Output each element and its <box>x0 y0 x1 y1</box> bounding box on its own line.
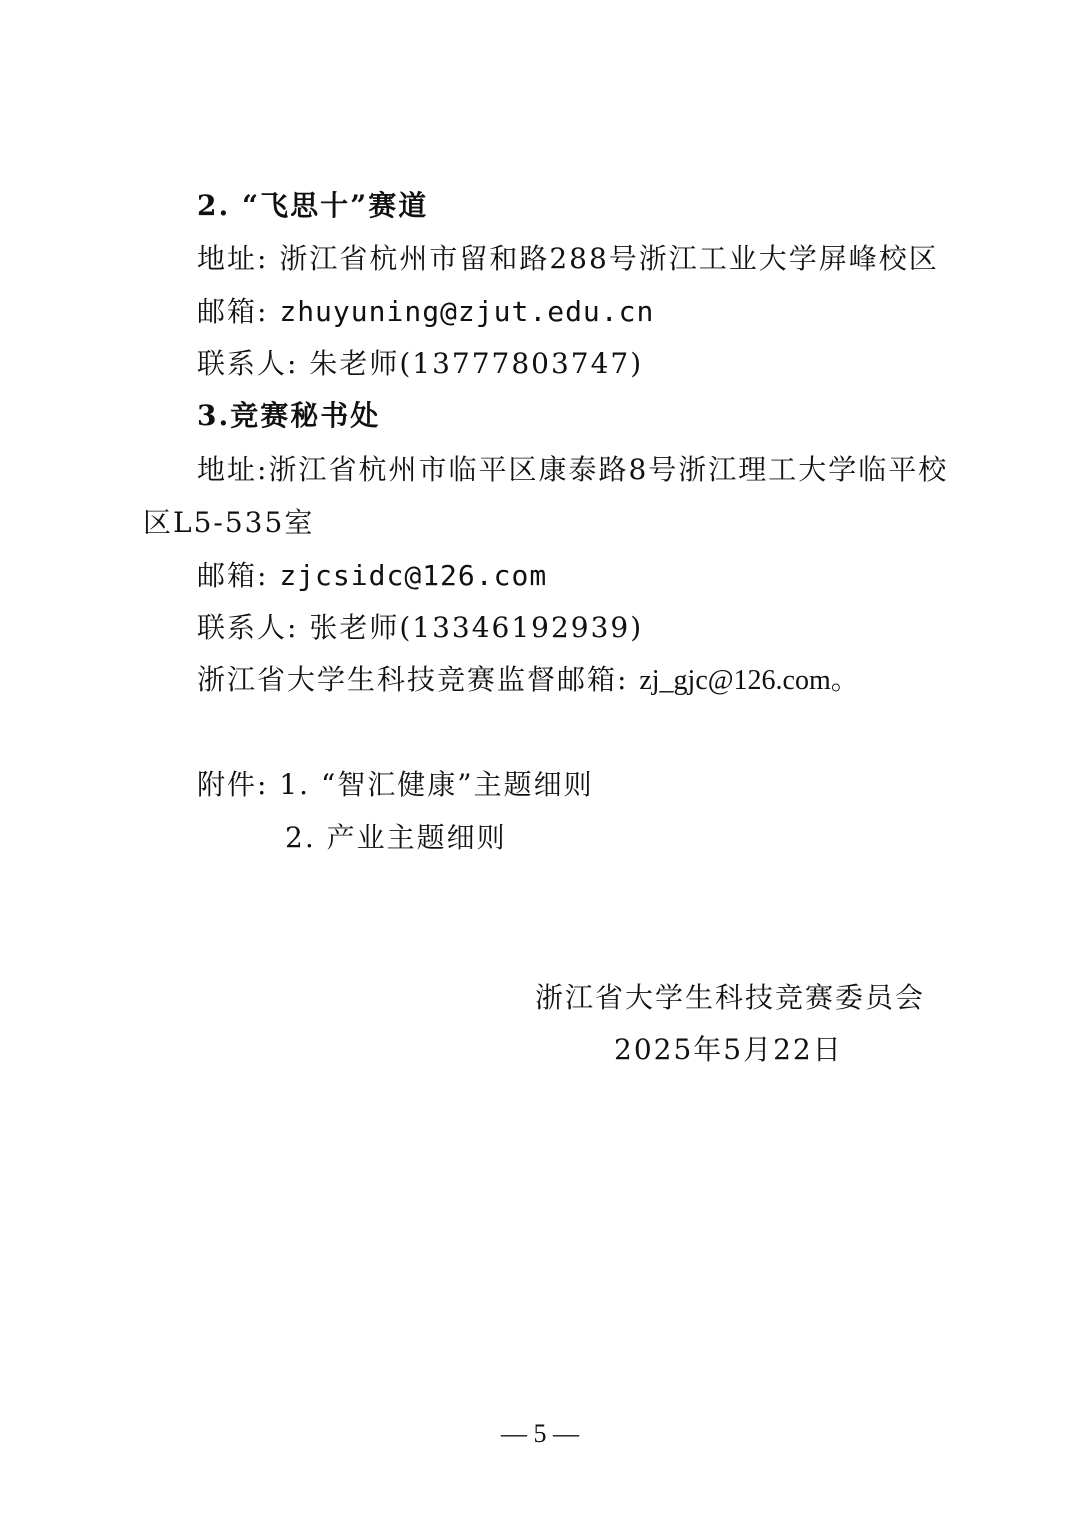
section2-heading: 2. “飞思十”赛道 <box>197 189 429 222</box>
email-label: 邮箱: <box>197 295 269 328</box>
section2-address-row <box>197 241 939 277</box>
attachments-label: 附件: <box>197 768 269 801</box>
address-value: 浙江省杭州市留和路288号浙江工业大学屏峰校区 <box>279 242 939 275</box>
page-number: — 5 — <box>501 1419 579 1448</box>
section2-contact-row <box>197 346 643 382</box>
contact-value: 张老师(13346192939) <box>309 611 644 644</box>
section3-email-row <box>197 558 547 594</box>
address-label: 地址: <box>197 242 269 275</box>
attachment-item: 1. “智汇健康”主题细则 <box>279 768 594 801</box>
contact-value: 朱老师(13777803747) <box>309 347 644 380</box>
supervision-email: zj_gjc@126.com。 <box>639 665 859 696</box>
address-value-line1: 浙江省杭州市临平区康泰路8号浙江理工大学临平校 <box>268 453 949 486</box>
section3-heading: 3.竞赛秘书处 <box>197 399 381 432</box>
contact-label: 联系人: <box>197 611 299 644</box>
email-value: zhuyuning@zjut.edu.cn <box>279 295 655 328</box>
section3-address-row <box>197 452 948 488</box>
supervision-label: 浙江省大学生科技竞赛监督邮箱: <box>197 663 629 696</box>
section3-address-continuation: 区L5-535室 <box>143 506 315 539</box>
contact-label: 联系人: <box>197 347 299 380</box>
section3-contact-row <box>197 610 643 646</box>
signature-date: 2025年5月22日 <box>614 1033 843 1066</box>
signature-organization: 浙江省大学生科技竞赛委员会 <box>535 981 926 1014</box>
supervision-email-row <box>197 662 859 699</box>
attachments-row <box>197 767 594 803</box>
section2-email-row <box>197 294 654 330</box>
address-label: 地址: <box>197 453 269 486</box>
email-value: zjcsidc@126.com <box>279 559 548 592</box>
email-label: 邮箱: <box>197 559 269 592</box>
attachment-item: 2. 产业主题细则 <box>285 821 507 854</box>
